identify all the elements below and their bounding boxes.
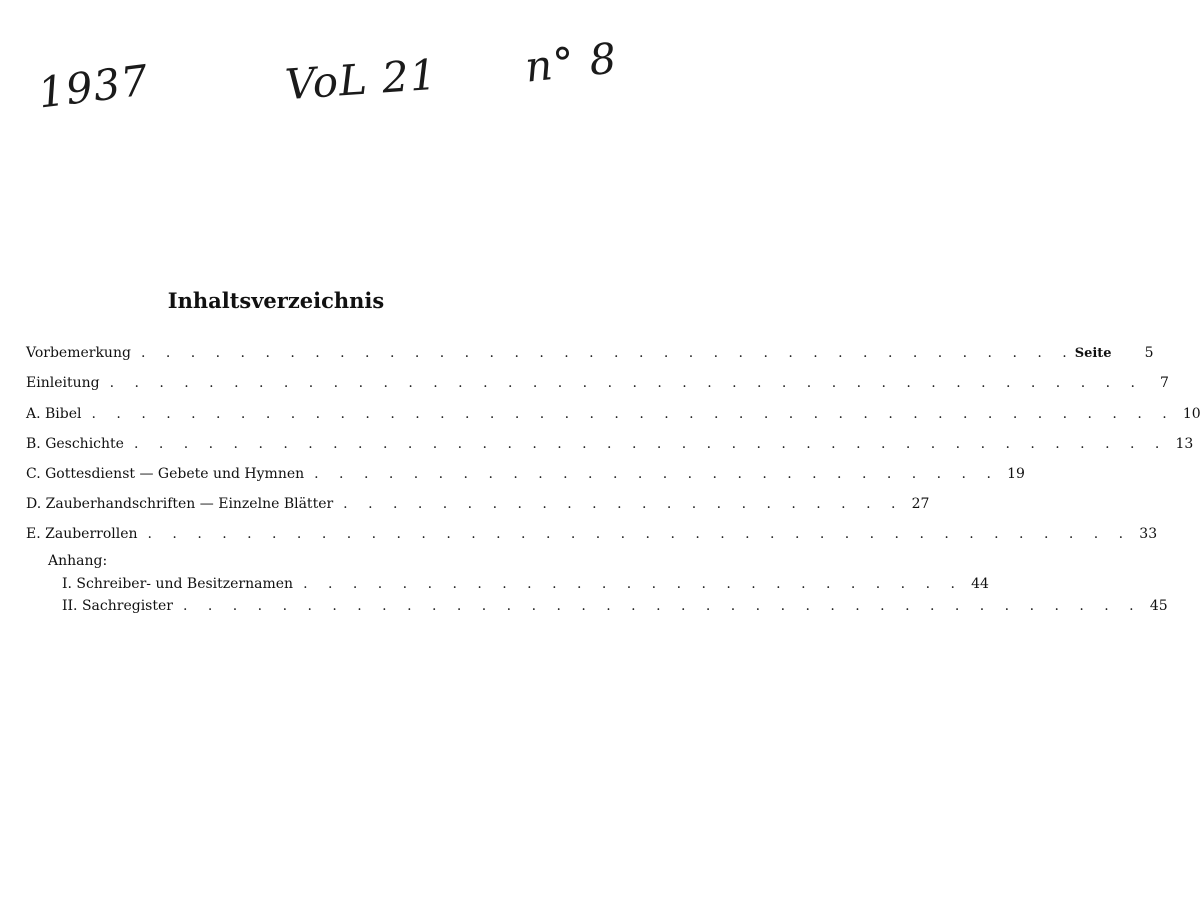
leader-dots: . . . . . . . . . . . . . . . . . . . . . . .: [343, 496, 904, 512]
handwritten-volume: VoL 21: [283, 49, 439, 110]
leader-dots: . . . . . . . . . . . . . . . . . . . . . . . . . . . . . . . . . . . . . . . . . . . .: [91, 406, 1175, 422]
toc-entry-page: 27: [911, 496, 930, 512]
toc-entry-schreiber: [62, 576, 989, 596]
toc-entry-page: 13: [1175, 436, 1194, 452]
toc-entry-page: 5: [1144, 345, 1154, 361]
leader-dots: . . . . . . . . . . . . . . . . . . . . . . . . . . .: [303, 576, 963, 592]
toc-entry-label: Einleitung: [26, 375, 100, 391]
handwritten-number: n° 8: [522, 33, 620, 92]
leader-dots: . . . . . . . . . . . . . . . . . . . . . . . . . . . . . . . . . . . . . . . . . .: [133, 436, 1168, 452]
toc-entry-label: B. Geschichte: [26, 436, 124, 452]
toc-entry-bibel: [26, 406, 1201, 426]
toc-entry-page: 44: [971, 576, 989, 592]
toc-entry-page: 45: [1149, 598, 1168, 614]
seite-label: Seite: [1074, 346, 1112, 361]
toc-entry-label: Vorbemerkung: [26, 345, 131, 361]
toc-entry-geschichte: [26, 436, 1194, 456]
leader-dots: . . . . . . . . . . . . . . . . . . . . . . . . . . . .: [314, 466, 999, 482]
toc-entry-einleitung: [26, 375, 1169, 395]
toc-entry-page: 10: [1182, 406, 1201, 422]
handwritten-year: 1937: [35, 55, 152, 118]
toc-entry-page: 33: [1139, 526, 1158, 542]
appendix-heading: Anhang:: [48, 553, 108, 569]
toc-entry-gottesdienst: [26, 466, 1025, 486]
toc-entry-label: E. Zauberrollen: [26, 526, 138, 542]
toc-entry-label: A. Bibel: [26, 406, 82, 422]
toc-entry-label: D. Zauberhandschriften — Einzelne Blätter: [26, 496, 334, 512]
toc-entry-zauberrollen: [26, 526, 1158, 546]
toc-entry-page: 19: [1007, 466, 1025, 482]
leader-dots: . . . . . . . . . . . . . . . . . . . . . . . . . . . . . . . . . . . . . . .: [182, 598, 1142, 614]
toc-entry-label: I. Schreiber- und Besitzernamen: [62, 576, 294, 592]
toc-entry-page: 7: [1160, 375, 1169, 391]
toc-entry-sachregister: [62, 598, 1168, 618]
leader-dots: . . . . . . . . . . . . . . . . . . . . . . . . . . . . . . . . . . . . . . . . . .: [109, 375, 1143, 391]
leader-dots: . . . . . . . . . . . . . . . . . . . . . . . . . . . . . . . . . . . . . . . .: [147, 526, 1132, 542]
toc-entry-vorbemerkung: [26, 345, 1154, 365]
toc-entry-zauberhandschriften: [26, 496, 930, 516]
leader-dots: . . . . . . . . . . . . . . . . . . . . . . . . . . . . . . . . . . . . . .: [140, 345, 1075, 361]
toc-entry-label: C. Gottesdienst — Gebete und Hymnen: [26, 466, 305, 482]
page-title: Inhaltsverzeichnis: [167, 288, 385, 313]
toc-entry-label: II. Sachregister: [62, 598, 173, 614]
